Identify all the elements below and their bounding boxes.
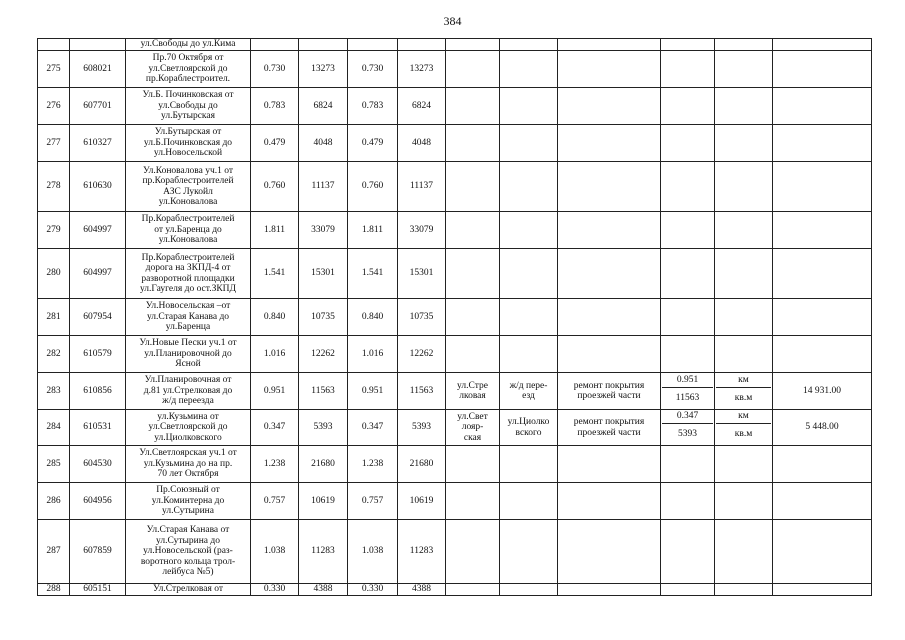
empty-cell bbox=[500, 162, 558, 212]
cell-area: 33079 bbox=[299, 212, 348, 249]
cell-description: Ул.Коновалова уч.1 от пр.Кораблестроителей АЗС Лукойл ул.Коновалова bbox=[126, 162, 251, 212]
cell-length-repeat: 0.840 bbox=[348, 299, 398, 336]
empty-cell bbox=[446, 249, 500, 299]
empty-cell bbox=[446, 483, 500, 520]
empty-cell bbox=[715, 212, 773, 249]
empty-cell bbox=[773, 88, 872, 125]
cell-area-repeat: 10619 bbox=[398, 483, 446, 520]
table-row bbox=[38, 162, 872, 212]
table-row bbox=[38, 88, 872, 125]
cell-no: 285 bbox=[38, 446, 70, 483]
cell-length: 0.347 bbox=[251, 410, 299, 446]
unit-sqm: кв.м bbox=[734, 392, 753, 403]
empty-cell bbox=[558, 125, 661, 162]
cell-length-repeat: 0.479 bbox=[348, 125, 398, 162]
cell-no: 284 bbox=[38, 410, 70, 446]
empty-cell bbox=[715, 446, 773, 483]
empty-cell bbox=[661, 162, 715, 212]
cell-length-repeat: 0.760 bbox=[348, 162, 398, 212]
cell-length: 1.811 bbox=[251, 212, 299, 249]
table-row bbox=[38, 125, 872, 162]
empty-cell bbox=[558, 212, 661, 249]
cell-from: ул.Свет лояр- ская bbox=[446, 410, 500, 446]
cell-length-repeat: 1.541 bbox=[348, 249, 398, 299]
empty-cell bbox=[500, 212, 558, 249]
cell-unit bbox=[715, 373, 773, 410]
cell-description: ул.Кузьмина от ул.Светлоярской до ул.Циолковского bbox=[126, 410, 251, 446]
empty-cell bbox=[773, 584, 872, 596]
empty-cell bbox=[715, 336, 773, 373]
cell-quantity bbox=[661, 373, 715, 410]
unit-km: км bbox=[716, 374, 771, 388]
cell-description: Ул.Новые Пески уч.1 от ул.Планировочной до Ясной bbox=[126, 336, 251, 373]
cell-length-repeat: 0.347 bbox=[348, 410, 398, 446]
cell-no: 278 bbox=[38, 162, 70, 212]
cell-area-repeat: 11283 bbox=[398, 520, 446, 584]
empty-cell bbox=[661, 336, 715, 373]
cell-no: 281 bbox=[38, 299, 70, 336]
cell-code: 610531 bbox=[70, 410, 126, 446]
cell-length-repeat: 0.330 bbox=[348, 584, 398, 596]
cell-no: 280 bbox=[38, 249, 70, 299]
empty-cell bbox=[500, 584, 558, 596]
cell-to: ул.Циолко вского bbox=[500, 410, 558, 446]
cell-length: 1.038 bbox=[251, 520, 299, 584]
cell-description: Пр.Союзный от ул.Коминтерна до ул.Сутырина bbox=[126, 483, 251, 520]
empty-cell bbox=[446, 299, 500, 336]
cell-code: 607954 bbox=[70, 299, 126, 336]
empty-cell bbox=[500, 125, 558, 162]
cell-code: 604530 bbox=[70, 446, 126, 483]
cell-length: 0.330 bbox=[251, 584, 299, 596]
cell-area: 15301 bbox=[299, 249, 348, 299]
empty-cell bbox=[773, 249, 872, 299]
empty-cell bbox=[446, 584, 500, 596]
cell-description: ул.Свободы до ул.Кима bbox=[126, 39, 251, 51]
cell-length-repeat: 1.038 bbox=[348, 520, 398, 584]
cell-description: Ул.Старая Канава от ул.Сутырина до ул.Новосельской (раз- воротного кольца трол- лейбуса №5) bbox=[126, 520, 251, 584]
cell-code bbox=[70, 39, 126, 51]
empty-cell bbox=[715, 520, 773, 584]
empty-cell bbox=[500, 520, 558, 584]
cell-no: 282 bbox=[38, 336, 70, 373]
cell-no: 287 bbox=[38, 520, 70, 584]
empty-cell bbox=[773, 336, 872, 373]
table-row bbox=[38, 249, 872, 299]
quantity-sqm: 5393 bbox=[678, 429, 697, 439]
cell-cost: 5 448.00 bbox=[773, 410, 872, 446]
cell-area: 6824 bbox=[299, 88, 348, 125]
cell-area: 4388 bbox=[299, 584, 348, 596]
empty-cell bbox=[715, 299, 773, 336]
empty-cell bbox=[715, 584, 773, 596]
empty-cell bbox=[446, 162, 500, 212]
empty-cell bbox=[773, 51, 872, 88]
empty-cell bbox=[446, 125, 500, 162]
empty-cell bbox=[661, 520, 715, 584]
cell-description: Пр.Кораблестроителей от ул.Баренца до ул.Коновалова bbox=[126, 212, 251, 249]
cell-area-repeat: 6824 bbox=[398, 88, 446, 125]
empty-cell bbox=[661, 584, 715, 596]
cell-code: 604997 bbox=[70, 249, 126, 299]
empty-cell bbox=[446, 88, 500, 125]
cell-code: 610856 bbox=[70, 373, 126, 410]
empty-cell bbox=[558, 299, 661, 336]
cell-description: Пр.Кораблестроителей дорога на ЗКПД-4 от разворотной площадки ул.Гаугеля до ост.ЗКПД bbox=[126, 249, 251, 299]
cell-area: 11137 bbox=[299, 162, 348, 212]
table-row bbox=[38, 336, 872, 373]
cell-length: 0.951 bbox=[251, 373, 299, 410]
cell-length-repeat: 0.757 bbox=[348, 483, 398, 520]
empty-cell bbox=[558, 520, 661, 584]
empty-cell bbox=[500, 299, 558, 336]
cell-area-repeat: 4388 bbox=[398, 584, 446, 596]
empty-cell bbox=[558, 336, 661, 373]
cell-length-repeat: 1.238 bbox=[348, 446, 398, 483]
empty-cell bbox=[500, 336, 558, 373]
table-row bbox=[38, 212, 872, 249]
roads-table bbox=[37, 38, 872, 596]
empty-cell bbox=[715, 51, 773, 88]
cell-length-repeat: 1.016 bbox=[348, 336, 398, 373]
empty-cell bbox=[773, 446, 872, 483]
cell-length: 0.757 bbox=[251, 483, 299, 520]
cell-area-repeat: 21680 bbox=[398, 446, 446, 483]
cell-code: 610630 bbox=[70, 162, 126, 212]
cell-code: 608021 bbox=[70, 51, 126, 88]
empty-cell bbox=[661, 299, 715, 336]
quantity-km: 0.951 bbox=[662, 374, 713, 388]
cell-length-repeat: 0.951 bbox=[348, 373, 398, 410]
cell-area: 12262 bbox=[299, 336, 348, 373]
cell-description: Пр.70 Октября от ул.Светлоярской до пр.Кораблестроител. bbox=[126, 51, 251, 88]
empty-cell bbox=[661, 51, 715, 88]
cell-area: 10735 bbox=[299, 299, 348, 336]
empty-cell bbox=[715, 162, 773, 212]
empty-cell bbox=[500, 446, 558, 483]
cell-length-repeat: 0.783 bbox=[348, 88, 398, 125]
empty-cell bbox=[773, 125, 872, 162]
empty-cell bbox=[715, 88, 773, 125]
empty-cell bbox=[558, 446, 661, 483]
cell-quantity bbox=[661, 410, 715, 446]
empty-cell bbox=[661, 249, 715, 299]
empty-cell bbox=[715, 125, 773, 162]
empty-cell bbox=[661, 483, 715, 520]
empty-cell bbox=[715, 249, 773, 299]
empty-cell bbox=[446, 336, 500, 373]
cell-code: 605151 bbox=[70, 584, 126, 596]
cell-area: 10619 bbox=[299, 483, 348, 520]
cell-length-repeat: 0.730 bbox=[348, 51, 398, 88]
empty-cell bbox=[661, 212, 715, 249]
cell-area-repeat: 33079 bbox=[398, 212, 446, 249]
cell-description: Ул.Стрелковая от bbox=[126, 584, 251, 596]
cell-area-repeat: 5393 bbox=[398, 410, 446, 446]
cell-description: Ул.Планировочная от д.81 ул.Стрелковая до ж/д переезда bbox=[126, 373, 251, 410]
empty-cell bbox=[500, 88, 558, 125]
cell-area-repeat: 4048 bbox=[398, 125, 446, 162]
unit-sqm: кв.м bbox=[734, 429, 753, 439]
table-row bbox=[38, 410, 872, 446]
quantity-km: 0.347 bbox=[662, 410, 713, 424]
cell-code: 610327 bbox=[70, 125, 126, 162]
cell-no: 283 bbox=[38, 373, 70, 410]
cell-description: Ул.Светлоярская уч.1 от ул.Кузьмина до на пр. 70 лет Октября bbox=[126, 446, 251, 483]
empty-cell bbox=[558, 162, 661, 212]
empty-cell bbox=[661, 88, 715, 125]
cell-area-repeat: 11137 bbox=[398, 162, 446, 212]
table-row bbox=[38, 373, 872, 410]
empty-cell bbox=[500, 249, 558, 299]
empty-cell bbox=[500, 51, 558, 88]
table-row bbox=[38, 520, 872, 584]
cell-length: 0.760 bbox=[251, 162, 299, 212]
cell-area: 13273 bbox=[299, 51, 348, 88]
empty-cell bbox=[446, 212, 500, 249]
empty-cell bbox=[773, 483, 872, 520]
empty-cell bbox=[558, 584, 661, 596]
table-row bbox=[38, 51, 872, 88]
cell-description: Ул.Б. Починковская от ул.Свободы до ул.Бутырская bbox=[126, 88, 251, 125]
empty-cell bbox=[446, 446, 500, 483]
table-row bbox=[38, 299, 872, 336]
cell-length: 1.541 bbox=[251, 249, 299, 299]
cell-length: 1.016 bbox=[251, 336, 299, 373]
page-number: 384 bbox=[443, 14, 462, 28]
cell-area: 21680 bbox=[299, 446, 348, 483]
cell-code: 604997 bbox=[70, 212, 126, 249]
empty-cell bbox=[558, 51, 661, 88]
unit-km: км bbox=[716, 410, 771, 424]
table-row bbox=[38, 446, 872, 483]
cell-code: 607859 bbox=[70, 520, 126, 584]
cell-from: ул.Стре лковая bbox=[446, 373, 500, 410]
cell-area-repeat: 15301 bbox=[398, 249, 446, 299]
cell-length: 0.783 bbox=[251, 88, 299, 125]
cell-code: 607701 bbox=[70, 88, 126, 125]
cell-code: 610579 bbox=[70, 336, 126, 373]
cell-area: 5393 bbox=[299, 410, 348, 446]
empty-cell bbox=[558, 249, 661, 299]
empty-cell bbox=[558, 88, 661, 125]
empty-cell bbox=[773, 299, 872, 336]
cell-length: 0.730 bbox=[251, 51, 299, 88]
cell-area-repeat: 13273 bbox=[398, 51, 446, 88]
cell-no: 288 bbox=[38, 584, 70, 596]
cell-code: 604956 bbox=[70, 483, 126, 520]
cell-length: 0.479 bbox=[251, 125, 299, 162]
empty-cell bbox=[715, 483, 773, 520]
table-row bbox=[38, 483, 872, 520]
cell-no: 276 bbox=[38, 88, 70, 125]
cell-description: Ул.Новосельская –от ул.Старая Канава до ул.Баренца bbox=[126, 299, 251, 336]
cell-work-type: ремонт покрытия проезжей части bbox=[558, 373, 661, 410]
cell-length: 1.238 bbox=[251, 446, 299, 483]
cell-no: 275 bbox=[38, 51, 70, 88]
empty-cell bbox=[500, 483, 558, 520]
cell-unit bbox=[715, 410, 773, 446]
cell-area-repeat: 11563 bbox=[398, 373, 446, 410]
empty-cell bbox=[773, 212, 872, 249]
quantity-sqm: 11563 bbox=[675, 392, 700, 403]
cell-area-repeat: 12262 bbox=[398, 336, 446, 373]
cell-description: Ул.Бутырская от ул.Б.Починковская до ул.Новосельской bbox=[126, 125, 251, 162]
empty-cell bbox=[558, 483, 661, 520]
cell-no: 277 bbox=[38, 125, 70, 162]
cell-length-repeat: 1.811 bbox=[348, 212, 398, 249]
cell-cost: 14 931.00 bbox=[773, 373, 872, 410]
cell-area-repeat: 10735 bbox=[398, 299, 446, 336]
cell-area: 4048 bbox=[299, 125, 348, 162]
table-row bbox=[38, 39, 872, 51]
cell-area: 11563 bbox=[299, 373, 348, 410]
cell-work-type: ремонт покрытия проезжей части bbox=[558, 410, 661, 446]
empty-cell bbox=[661, 125, 715, 162]
cell-length: 0.840 bbox=[251, 299, 299, 336]
cell-no: 279 bbox=[38, 212, 70, 249]
cell-area: 11283 bbox=[299, 520, 348, 584]
cell-no: 286 bbox=[38, 483, 70, 520]
table-row bbox=[38, 584, 872, 596]
empty-cell bbox=[446, 51, 500, 88]
cell-to: ж/д пере- езд bbox=[500, 373, 558, 410]
cell-no bbox=[38, 39, 70, 51]
empty-cell bbox=[446, 520, 500, 584]
empty-cell bbox=[773, 520, 872, 584]
empty-cell bbox=[661, 446, 715, 483]
empty-cell bbox=[773, 162, 872, 212]
